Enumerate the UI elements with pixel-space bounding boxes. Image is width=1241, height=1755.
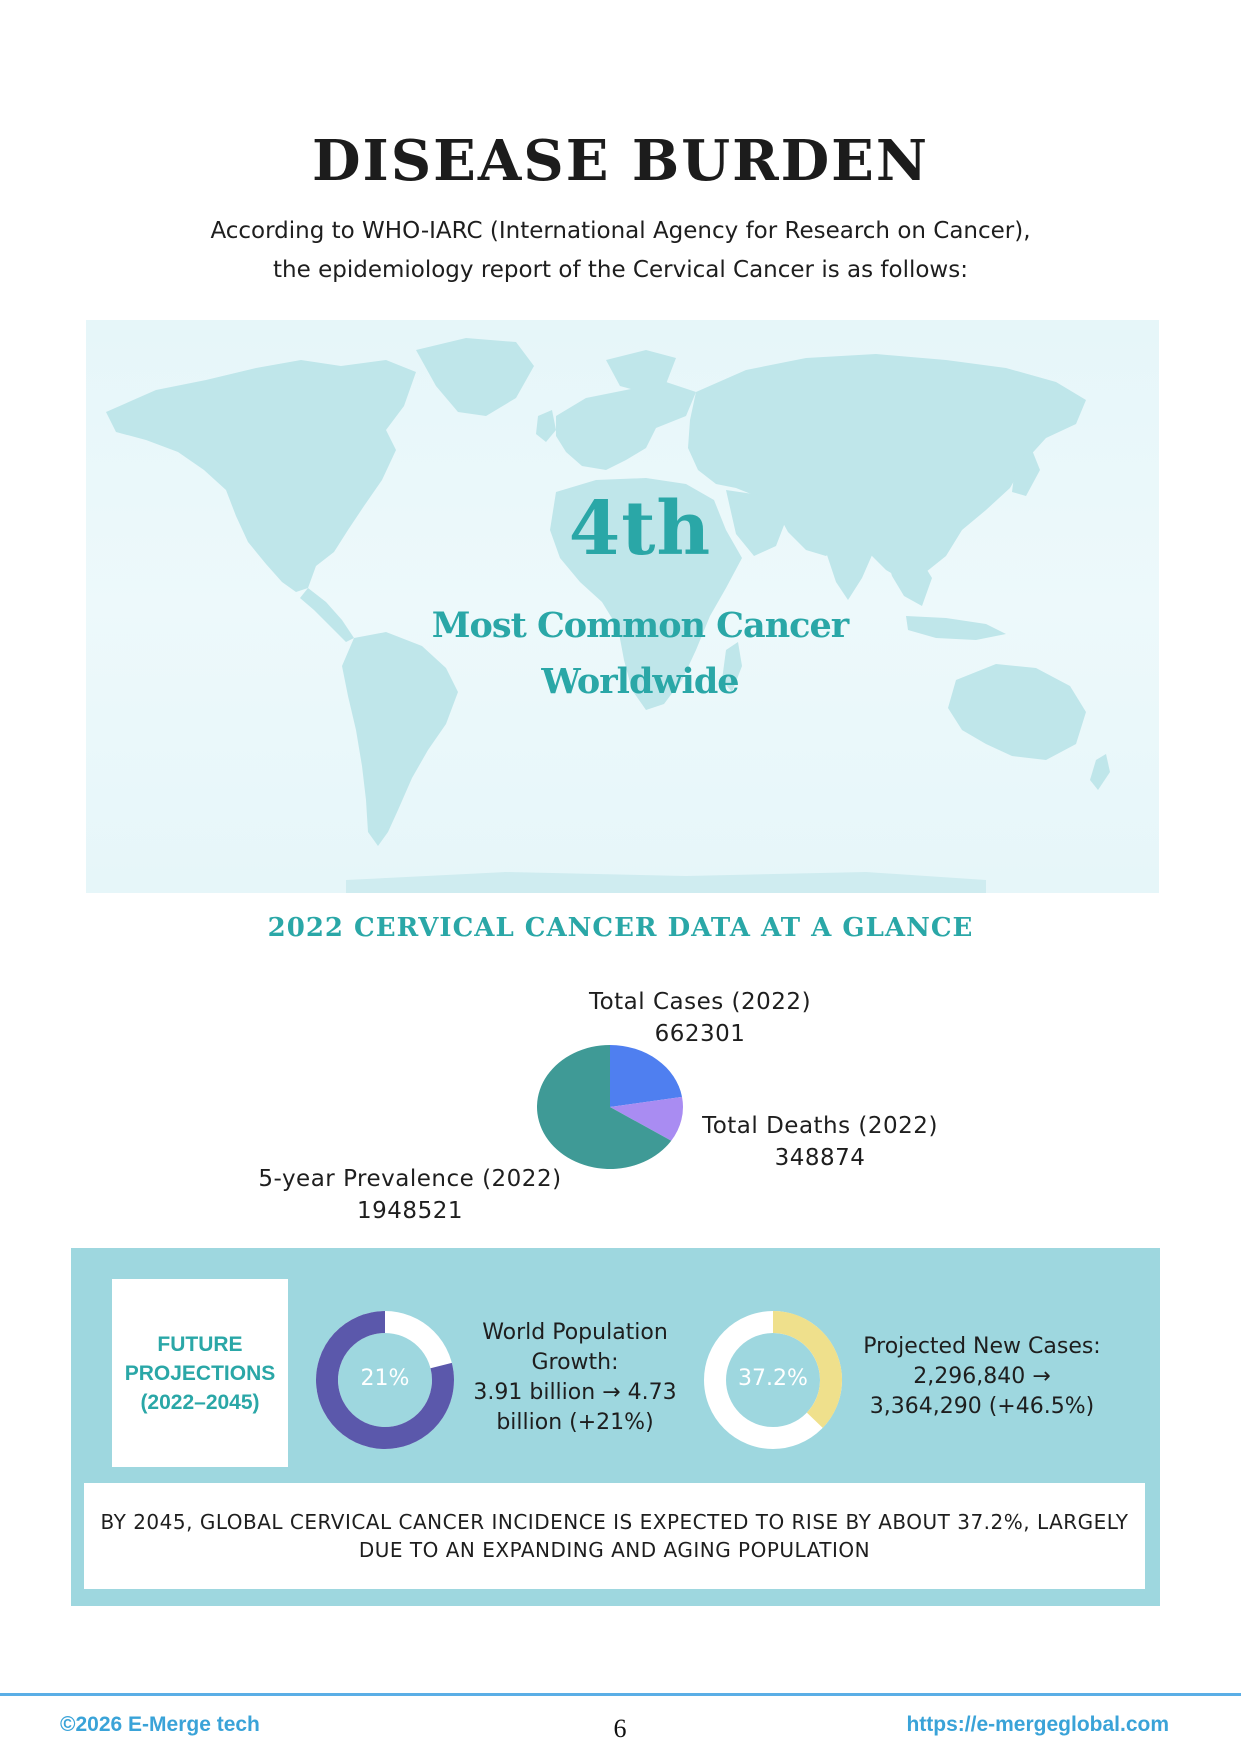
projected-cases-text bbox=[852, 1332, 1112, 1422]
footer-url-link[interactable]: https://e-mergeglobal.com bbox=[906, 1713, 1169, 1736]
footer-copyright: ©2026 E-Merge tech bbox=[60, 1713, 260, 1736]
cases-text-line: Projected New Cases: bbox=[863, 1334, 1101, 1359]
intro-line-1: According to WHO-IARC (International Agency for Research on Cancer), bbox=[210, 218, 1031, 244]
footer-divider bbox=[0, 1693, 1241, 1696]
section-heading: 2022 CERVICAL CANCER DATA AT A GLANCE bbox=[267, 913, 974, 943]
intro-text bbox=[0, 212, 1241, 290]
pie-label-name: 5-year Prevalence (2022) bbox=[258, 1166, 562, 1192]
page-title: DISEASE BURDEN bbox=[311, 128, 930, 194]
page-number: 6 bbox=[613, 1714, 627, 1743]
conclusion-box bbox=[84, 1483, 1145, 1589]
cases-text-line: 3,364,290 (+46.5%) bbox=[869, 1394, 1095, 1419]
projections-title-line-2: PROJECTIONS bbox=[124, 1361, 276, 1385]
population-text-line: World Population bbox=[482, 1320, 668, 1345]
pie-chart bbox=[0, 980, 1241, 1240]
pie-label-name: Total Deaths (2022) bbox=[702, 1113, 938, 1139]
projections-title-line-1: FUTURE bbox=[157, 1332, 243, 1356]
cases-percent: 37.2% bbox=[738, 1366, 808, 1391]
pie-label-value: 1948521 bbox=[357, 1198, 463, 1224]
rank-caption-line-2: Worldwide bbox=[541, 661, 739, 702]
cancer-rank: 4th bbox=[568, 486, 712, 572]
rank-caption-line-1: Most Common Cancer bbox=[431, 605, 849, 646]
pie-label-value: 348874 bbox=[774, 1145, 866, 1171]
projections-title-line-3: (2022–2045) bbox=[140, 1390, 260, 1414]
pie-label-total-cases bbox=[560, 986, 840, 1050]
pie-label-total-deaths bbox=[680, 1110, 960, 1174]
pie-label-value: 662301 bbox=[654, 1021, 746, 1047]
intro-line-2: the epidemiology report of the Cervical Cancer is as follows: bbox=[273, 257, 968, 283]
pie-slice-total-cases bbox=[610, 1045, 682, 1107]
population-text-line: Growth: bbox=[531, 1350, 619, 1375]
population-percent: 21% bbox=[360, 1366, 410, 1391]
rank-caption bbox=[86, 598, 1194, 710]
population-text-line: billion (+21%) bbox=[496, 1410, 654, 1435]
pie-label-prevalence bbox=[240, 1163, 580, 1227]
pie-label-name: Total Cases (2022) bbox=[588, 989, 812, 1015]
conclusion-text: BY 2045, GLOBAL CERVICAL CANCER INCIDENCE IS EXPECTED TO RISE BY ABOUT 37.2%, LARGELY DUE TO AN EXPANDING AND AGING POPULATION bbox=[100, 1510, 1129, 1562]
projections-title-box bbox=[112, 1279, 288, 1467]
cases-text-line: 2,296,840 → bbox=[913, 1364, 1051, 1389]
population-text-line: 3.91 billion → 4.73 bbox=[473, 1380, 677, 1405]
population-growth-text bbox=[460, 1318, 690, 1438]
